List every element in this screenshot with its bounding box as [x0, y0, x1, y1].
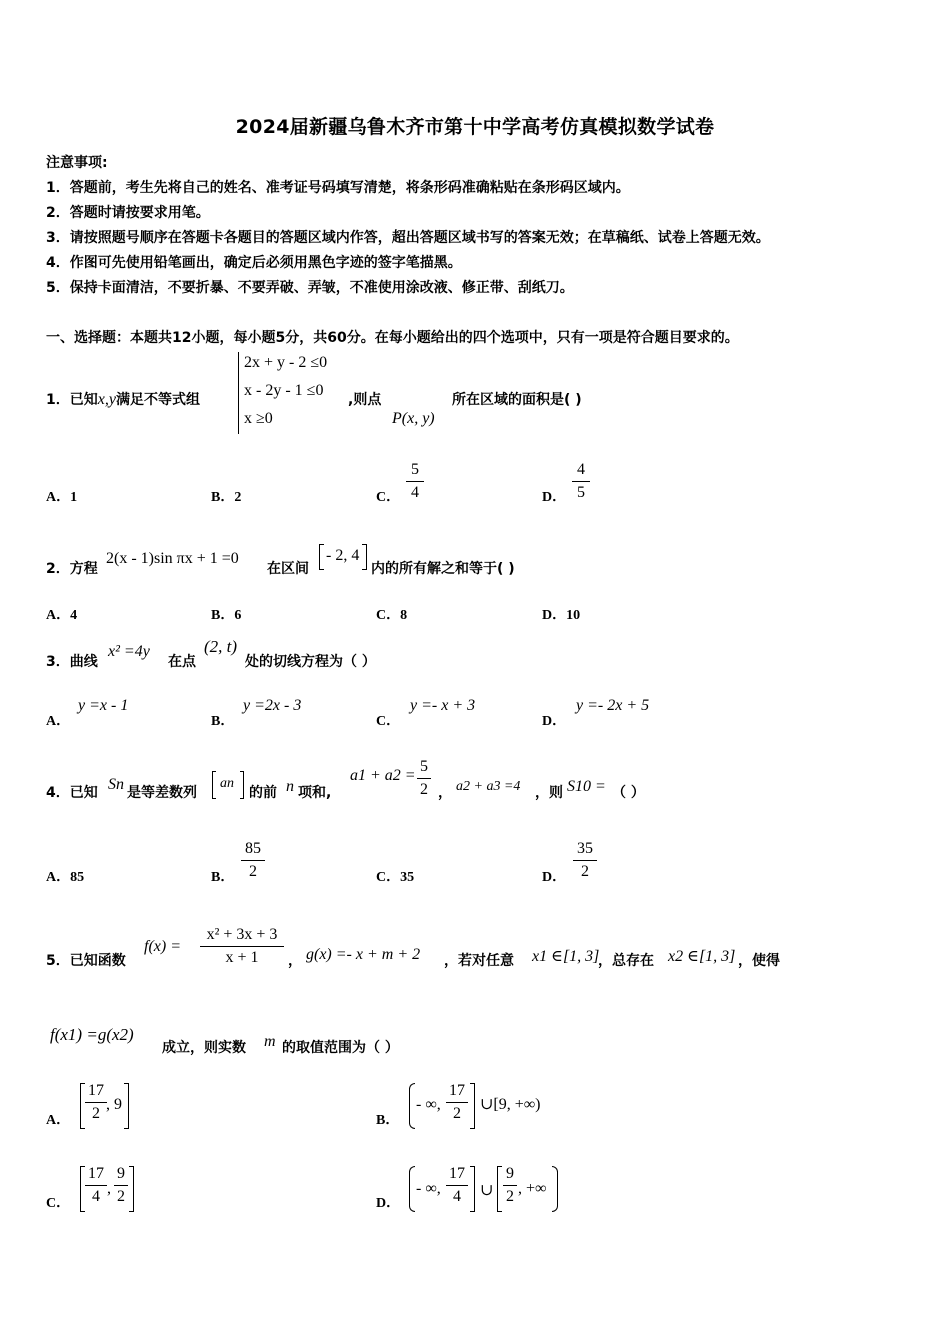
- fraction-numerator: 5: [411, 461, 419, 478]
- q5-option-b-head: - ∞,: [416, 1096, 441, 1113]
- q3-prefix: 3．曲线: [46, 654, 98, 670]
- q1-option-c[interactable]: C．: [376, 490, 401, 505]
- q2-option-d[interactable]: D．10: [542, 608, 581, 623]
- q5-g: g(x) =- x + m + 2: [306, 946, 421, 963]
- q5-option-c-fraction-1: [85, 1165, 107, 1206]
- q1-option-d[interactable]: D．: [542, 490, 567, 505]
- q4-option-b-fraction: [241, 840, 265, 881]
- q5-option-a[interactable]: A．: [46, 1113, 71, 1128]
- q2-suffix: 内的所有解之和等于( ): [371, 561, 515, 577]
- q5-mid1: ，若对任意: [444, 953, 514, 969]
- q5-m: m: [264, 1033, 276, 1050]
- q4-option-a[interactable]: A．85: [46, 870, 85, 885]
- q2-interval-right-bracket: [362, 544, 367, 570]
- q3-option-c[interactable]: C．: [376, 714, 401, 729]
- q5-option-b-tail: ∪[9, +∞): [480, 1096, 541, 1113]
- exam-title: 2024届新疆乌鲁木齐市第十中学高考仿真模拟数学试卷: [235, 116, 715, 138]
- q5-x1: x1 ∈[1, 3]: [532, 948, 600, 965]
- fraction-numerator: 9: [506, 1165, 514, 1182]
- fraction-numerator: 9: [117, 1165, 125, 1182]
- q5-option-c-fraction-2: [114, 1165, 128, 1206]
- q5-c-right-bracket: [129, 1166, 134, 1212]
- q2-option-a[interactable]: A．4: [46, 608, 78, 623]
- q3-suffix: 处的切线方程为（ ）: [245, 654, 376, 670]
- q4-Sn: Sn: [108, 776, 124, 793]
- q1-option-c-fraction: [406, 461, 424, 502]
- fraction-denominator: 4: [411, 484, 419, 501]
- fraction-numerator: 17: [88, 1082, 104, 1099]
- q1-point: P(x, y): [392, 410, 435, 427]
- q4-option-d-fraction: [573, 840, 597, 881]
- q5-option-d[interactable]: D．: [376, 1196, 401, 1211]
- q4-eq2: a2 + a3 =4: [456, 779, 521, 794]
- q5-option-a-tail: , 9: [106, 1096, 122, 1113]
- q1-option-d-fraction: [572, 461, 590, 502]
- q5-option-b-fraction: [446, 1082, 468, 1123]
- q4-eq1-lhs: a1 + a2 =: [350, 767, 416, 784]
- q1-option-a[interactable]: A．1: [46, 490, 78, 505]
- q3-option-a-expr: y =x - 1: [78, 697, 129, 714]
- q5-f-fraction: [200, 926, 284, 967]
- q4-seq-right-brace: [240, 771, 244, 799]
- q5-b-left-paren: [409, 1083, 415, 1129]
- q5-mid2: ，总存在: [598, 953, 654, 969]
- q4-mid3: 项和,: [298, 785, 332, 801]
- fraction-numerator: 17: [449, 1165, 465, 1182]
- fraction-numerator: x² + 3x + 3: [206, 926, 278, 943]
- q3-option-b[interactable]: B．: [211, 714, 235, 729]
- q4-then: ，则: [535, 785, 563, 801]
- q1-suffix: 所在区域的面积是( ): [452, 392, 582, 408]
- q1-system: [244, 349, 327, 433]
- q5-line2-text: 成立，则实数: [162, 1040, 246, 1056]
- fraction-denominator: 2: [420, 781, 428, 798]
- q4-eq1-fraction: [417, 758, 431, 799]
- q2-mid: 在区间: [267, 561, 309, 577]
- q5-b-right-bracket: [470, 1083, 475, 1129]
- q5-line2-suffix: 的取值范围为（ ）: [282, 1040, 399, 1056]
- fraction-numerator: 4: [577, 461, 585, 478]
- fraction-denominator: x + 1: [225, 949, 259, 966]
- fraction-numerator: 35: [577, 840, 593, 857]
- q2-option-b[interactable]: B．6: [211, 608, 242, 623]
- q5-prefix: 5．已知函数: [46, 953, 126, 969]
- q5-x2: x2 ∈[1, 3]: [668, 948, 736, 965]
- q1-ineq-3: x ≥0: [244, 410, 273, 427]
- q1-then: ,则点: [348, 392, 382, 408]
- notice-item-2: 2．答题时请按要求用笔。: [46, 205, 210, 221]
- fraction-numerator: 85: [245, 840, 261, 857]
- q5-d-right-bracket-1: [470, 1166, 475, 1212]
- notice-item-4: 4．作图可先使用铅笔画出，确定后必须用黑色字迹的签字笔描黑。: [46, 255, 462, 271]
- fraction-denominator: 5: [577, 484, 585, 501]
- section-heading: 一、选择题：本题共12小题，每小题5分，共60分。在每小题给出的四个选项中，只有一项是符合题目要求的。: [46, 330, 739, 346]
- fraction-denominator: 4: [453, 1188, 461, 1205]
- notice-item-1: 1．答题前，考生先将自己的姓名、准考证号码填写清楚，将条形码准确粘贴在条形码区域内。: [46, 180, 630, 196]
- q5-d-left-paren: [409, 1166, 415, 1212]
- q5-a-right-bracket: [124, 1083, 129, 1129]
- q5-mid3: ，使得: [738, 953, 780, 969]
- q3-option-d[interactable]: D．: [542, 714, 567, 729]
- fraction-numerator: 17: [449, 1082, 465, 1099]
- fraction-denominator: 2: [92, 1105, 100, 1122]
- q5-d-left-bracket-2: [497, 1166, 502, 1212]
- q1-mid: 满足不等式组: [115, 392, 200, 408]
- q5-d-right-paren: [552, 1166, 558, 1212]
- q5-condition: f(x1) =g(x2): [50, 1025, 134, 1044]
- q4-option-d[interactable]: D．: [542, 870, 567, 885]
- fraction-denominator: 2: [581, 863, 589, 880]
- q3-option-c-expr: y =- x + 3: [410, 697, 476, 714]
- q5-option-d-cup: ∪: [480, 1182, 494, 1199]
- q5-option-d-head: - ∞,: [416, 1180, 441, 1197]
- q4-prefix: 4．已知: [46, 785, 98, 801]
- fraction-denominator: 2: [249, 863, 257, 880]
- q1-vars: x,y: [97, 391, 116, 408]
- exam-page: 2024届新疆乌鲁木齐市第十中学高考仿真模拟数学试卷 注意事项: 1．答题前，考生先将自己的姓名、准考证号码填写清楚，将条形码准确粘贴在条形码区域内。 2．答题时请按要求用笔。 3．请按照题号顺序在答题卡各题目的答题区域内作答，超出答题区域书写的答案无效；在草稿纸、试卷上答题无效。 4．作图可先使用铅笔画出，确定后必须用黑色字迹的签字笔描黑。 5．保持卡面清洁，不要折暴、不要弄破、弄皱，不准使用涂改液、修正带、刮纸刀。 一、选择题：本题共12小题，每小题5分，共60分。在每小题给出的四个选项中，只有一项是符合题目要求的。 1．已知x,y满足不等式组 2x + y - 2 ≤0 x - 2y - 1 ≤0 x ≥0 ,则点 P(x, y) 所在区域的面积是( ) A．1 B．2 C． 5 4 D． 4 5 2．方程 2(x - 1)sin πx + 1 =0 在区间 - 2, 4 内的所有解之和等于( ) A．4 B．6 C．8 D．10 3．曲线 x² =4y 在点 (2, t) 处的切线方程为（ ） A． y =x - 1 B． y =2x - 3 C． y =- x + 3 D． y =- 2x + 5 4．已知 Sn 是等差数列 an 的前 n 项和, a1 + a2 = 5 2 ， a2 + a3 =4 ，则 S10 = （ ） A．85 B． 85 2 C．35 D． 35 2 5．已知函数 f(x) = x² + 3x + 3 x + 1 ， g(x) =- x + m + 2 ，若对任意 x1 ∈[1, 3] ，总存在 x2 ∈[1, 3] ，使得 f(x1) =g(x2) 成立，则实数 m 的取值范围为（ ） A． 17 2 , 9 B． - ∞, 17 2 ∪[9, +∞) C． 17 4 , 9 2 D． - ∞, 17 4 ∪ 9 2 , +∞: [0, 0, 950, 1344]
- q2-interval-left-bracket: [319, 544, 324, 570]
- q3-point: (2, t): [204, 637, 238, 656]
- notice-item-5: 5．保持卡面清洁，不要折暴、不要弄破、弄皱，不准使用涂改液、修正带、刮纸刀。: [46, 280, 574, 296]
- q1-ineq-2: x - 2y - 1 ≤0: [244, 382, 324, 399]
- q5-option-a-fraction: [85, 1082, 107, 1123]
- q4-option-b[interactable]: B．: [211, 870, 235, 885]
- q3-option-d-expr: y =- 2x + 5: [576, 697, 650, 714]
- q4-suffix: （ ）: [612, 785, 645, 801]
- q5-option-b[interactable]: B．: [376, 1113, 400, 1128]
- q1-option-b[interactable]: B．2: [211, 490, 242, 505]
- q4-mid2: 的前: [249, 785, 277, 801]
- q2-equation: 2(x - 1)sin πx + 1 =0: [106, 550, 239, 567]
- q1-stem: [46, 389, 200, 409]
- fraction-denominator: 2: [453, 1105, 461, 1122]
- q4-S10: S10 =: [567, 778, 606, 795]
- q5-option-d-tail: , +∞: [518, 1180, 547, 1197]
- q4-seq-left-brace: [212, 771, 216, 799]
- fraction-denominator: 2: [506, 1188, 514, 1205]
- q2-prefix: 2．方程: [46, 561, 98, 577]
- q2-interval: - 2, 4: [326, 547, 360, 564]
- q1-system-brace: [238, 352, 239, 434]
- notice-item-3: 3．请按照题号顺序在答题卡各题目的答题区域内作答，超出答题区域书写的答案无效；在草稿纸、试卷上答题无效。: [46, 230, 770, 246]
- q3-option-a[interactable]: A．: [46, 714, 71, 729]
- q5-f-lhs: f(x) =: [144, 938, 181, 955]
- fraction-denominator: 2: [117, 1188, 125, 1205]
- q5-option-d-fraction-1: [446, 1165, 468, 1206]
- q4-an: an: [220, 776, 234, 791]
- q1-prefix: 1．已知: [46, 392, 98, 408]
- q4-option-c[interactable]: C．35: [376, 870, 415, 885]
- fraction-numerator: 17: [88, 1165, 104, 1182]
- q3-option-b-expr: y =2x - 3: [243, 697, 302, 714]
- q3-curve: x² =4y: [108, 643, 150, 660]
- q4-n: n: [286, 778, 294, 795]
- q5-option-d-fraction-2: [503, 1165, 517, 1206]
- notice-heading: 注意事项:: [46, 155, 108, 171]
- q2-option-c[interactable]: C．8: [376, 608, 408, 623]
- q4-mid1: 是等差数列: [127, 785, 197, 801]
- fraction-numerator: 5: [420, 758, 428, 775]
- q5-option-c[interactable]: C．: [46, 1196, 71, 1211]
- fraction-denominator: 4: [92, 1188, 100, 1205]
- q3-mid: 在点: [168, 654, 196, 670]
- q1-ineq-1: 2x + y - 2 ≤0: [244, 354, 328, 371]
